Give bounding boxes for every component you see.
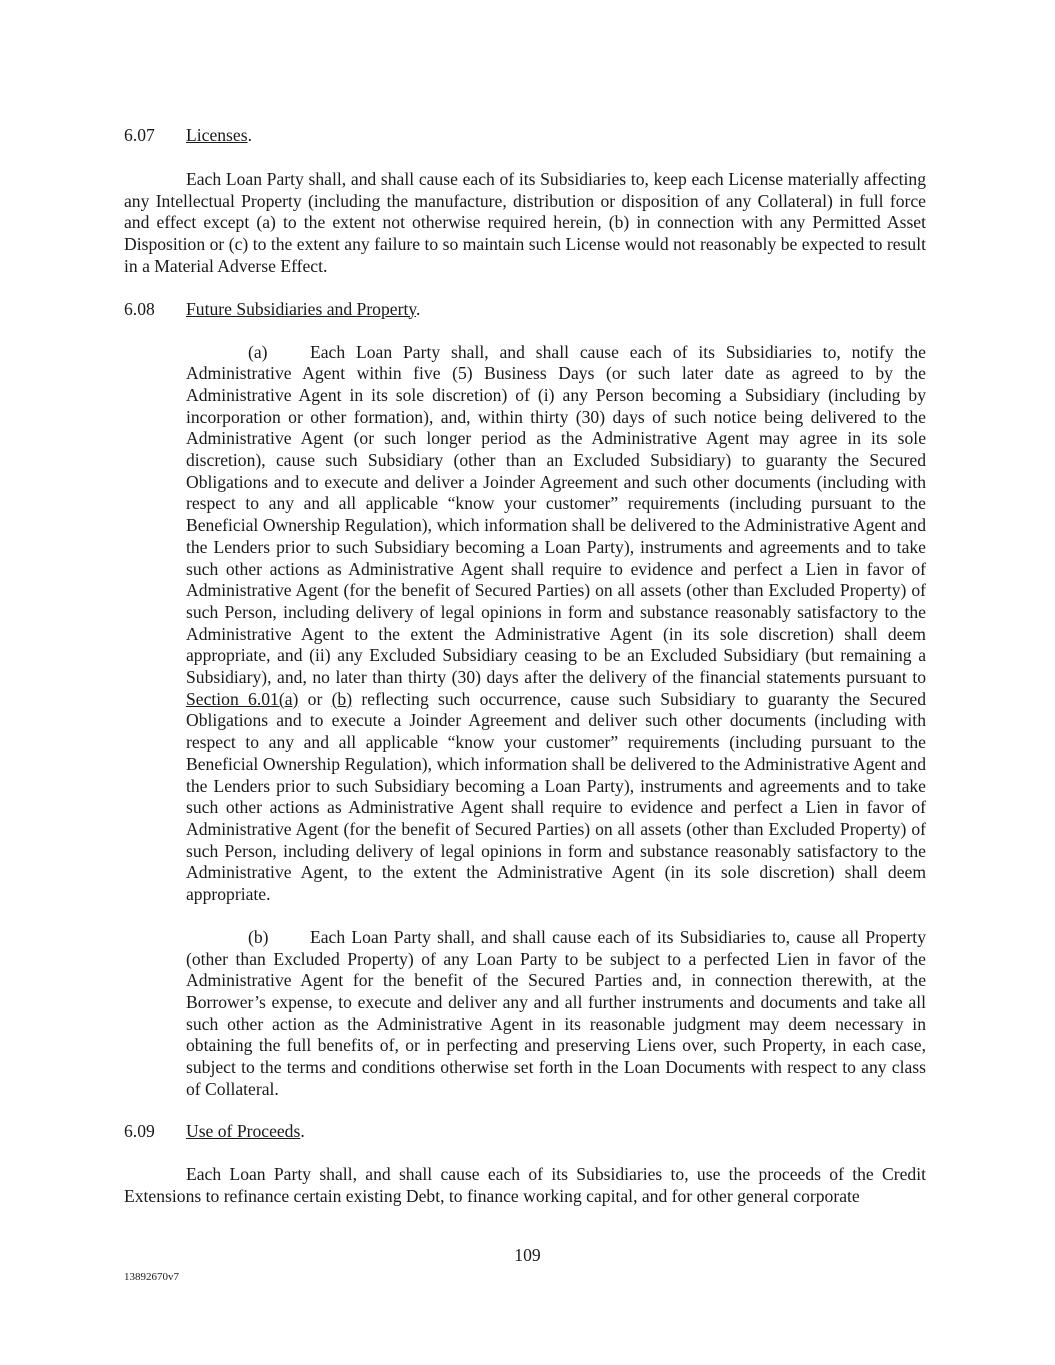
subsection-text: reflecting such occurrence, cause such Subsidiary to guaranty the Secured Obligations and to execute a Joinder Agreement and deliver such other documents (including with respect to any and all applicable “know your customer” requirements (including pursuant to the Beneficial Ownership Regulation), which information shall be delivered to the Administrative Agent and the Lenders prior to such Subsidiary becoming a Loan Party), instruments and agreements and to take such other actions as Administrative Agent shall require to evidence and perfect a Lien in favor of Administrative Agent (for the benefit of Secured Parties) on all assets (other than Excluded Property) of such Person, including delivery of legal opinions in form and substance reasonably satisfactory to the Administrative Agent, to the extent the Administrative Agent (in its sole discretion) shall deem appropriate.: [186, 688, 926, 905]
cross-reference-b: (b): [331, 688, 353, 709]
section-body-6-07: Each Loan Party shall, and shall cause each of its Subsidiaries to, keep each License materially affecting any Intellectual Property (including the manufacture, distribution or disposition of any Collateral) in full force and effect except (a) to the extent not otherwise required herein, (b) in connection with any Permitted Asset Disposition or (c) to the extent any failure to so maintain such License would not reasonably be expected to result in a Material Adverse Effect.: [124, 169, 926, 276]
subsection-text: Each Loan Party shall, and shall cause each of its Subsidiaries to, notify the Administrative Agent within five (5) Business Days (or such later date as agreed to by the Administrative Agent in its sole discretion) of (i) any Person becoming a Subsidiary (including by incorporation or other formation), and, within thirty (30) days of such notice being delivered to the Administrative Agent (or such longer period as the Administrative Agent may agree in its sole discretion), cause such Subsidiary (other than an Excluded Subsidiary) to guaranty the Secured Obligations and to execute and deliver a Joinder Agreement and such other documents (including with respect to any and all applicable “know your customer” requirements (including pursuant to the Beneficial Ownership Regulation), which information shall be delivered to the Administrative Agent and the Lenders prior to such Subsidiary becoming a Loan Party), instruments and agreements and to take such other actions as Administrative Agent shall require to evidence and perfect a Lien in favor of Administrative Agent (for the benefit of Secured Parties) on all assets (other than Excluded Property) of such Person, including delivery of legal opinions in form and substance reasonably satisfactory to the Administrative Agent to the extent the Administrative Agent (in its sole discretion) shall deem appropriate, and (ii) any Excluded Subsidiary ceasing to be an Excluded Subsidiary (but remaining a Subsidiary), and, no later than thirty (30) days after the delivery of the financial statements pursuant to: [186, 341, 926, 688]
subsection-text: or: [298, 688, 332, 709]
section-title: Future Subsidiaries and Property: [186, 298, 416, 319]
page-number: 109: [514, 1245, 541, 1265]
section-title-period: .: [416, 298, 421, 319]
subsection-text: Each Loan Party shall, and shall cause each of its Subsidiaries to, cause all Property (other than Excluded Property) of any Loan Party to be subject to a perfected Lien in favor of the Administrative Agent for the benefit of the Secured Parties and, in connection therewith, at the Borrower’s expense, to execute and deliver any and all further instruments and documents and take all such other action as the Administrative Agent in its reasonable judgment may deem necessary in obtaining the full benefits of, or in perfecting and preserving Liens over, such Property, in each case, subject to the terms and conditions otherwise set forth in the Loan Documents with respect to any class of Collateral.: [186, 926, 926, 1099]
section-heading-6-09: [124, 1121, 926, 1143]
section-body-6-09: Each Loan Party shall, and shall cause each of its Subsidiaries to, use the proceeds of the Credit Extensions to refinance certain existing Debt, to finance working capital, and for other general corporate: [124, 1164, 926, 1207]
cross-reference-section-6-01a: Section 6.01(a): [186, 688, 299, 709]
section-number: 6.08: [124, 298, 155, 319]
section-heading-6-08: [124, 299, 926, 321]
subsection-6-08-a: [186, 342, 926, 906]
subsection-label: (b): [248, 926, 269, 947]
document-page: [124, 125, 926, 1208]
section-title: Licenses: [186, 125, 248, 145]
subsection-6-08-b: [186, 927, 926, 1101]
section-heading-6-07: [124, 125, 926, 147]
subsection-label: (a): [248, 341, 268, 362]
document-id: 13892670v7: [124, 1271, 179, 1283]
section-number: 6.07: [124, 125, 155, 145]
section-title-period: .: [300, 1121, 305, 1142]
section-title: Use of Proceeds: [186, 1121, 301, 1142]
section-number: 6.09: [124, 1121, 155, 1142]
section-title-period: .: [247, 125, 252, 145]
